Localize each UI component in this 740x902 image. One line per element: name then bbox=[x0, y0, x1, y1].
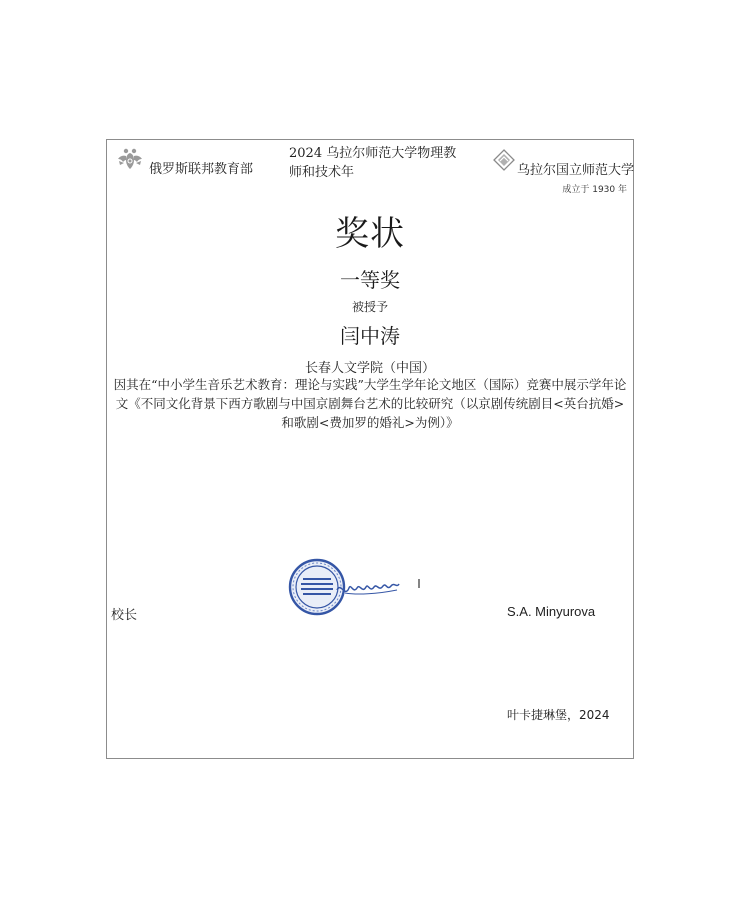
award-reason: 因其在“中小学生音乐艺术教育：理论与实践”大学生学年论文地区（国际）竞赛中展示学年论文《不同文化背景下西方歌剧与中国京剧舞台艺术的比较研究（以京剧传统剧目<英台抗婚>和歌剧<费加罗的婚礼>为例）》 bbox=[113, 377, 627, 430]
recipient-name: 闫中涛 bbox=[340, 324, 400, 348]
rector-name: S.A. Minyurova bbox=[507, 604, 596, 619]
university-emblem-icon bbox=[493, 149, 515, 171]
certificate-title: 奖状 bbox=[335, 214, 405, 254]
university-name: 乌拉尔国立师范大学 bbox=[517, 163, 635, 178]
official-seal-icon bbox=[287, 552, 427, 622]
ministry-name: 俄罗斯联邦教育部 bbox=[149, 162, 254, 177]
place-and-date: 叶卡捷琳堡，2024 bbox=[507, 708, 610, 722]
rector-label: 校长 bbox=[111, 608, 138, 623]
year-title: 2024 乌拉尔师范大学物理教师和技术年 bbox=[289, 146, 457, 180]
founded-year: 成立于 1930 年 bbox=[562, 185, 627, 195]
ministry-emblem-icon bbox=[117, 146, 143, 172]
awarded-to-label: 被授予 bbox=[351, 300, 388, 314]
recipient-institution: 长春人文学院（中国） bbox=[304, 361, 435, 376]
prize-level: 一等奖 bbox=[340, 268, 400, 292]
certificate bbox=[106, 139, 634, 759]
